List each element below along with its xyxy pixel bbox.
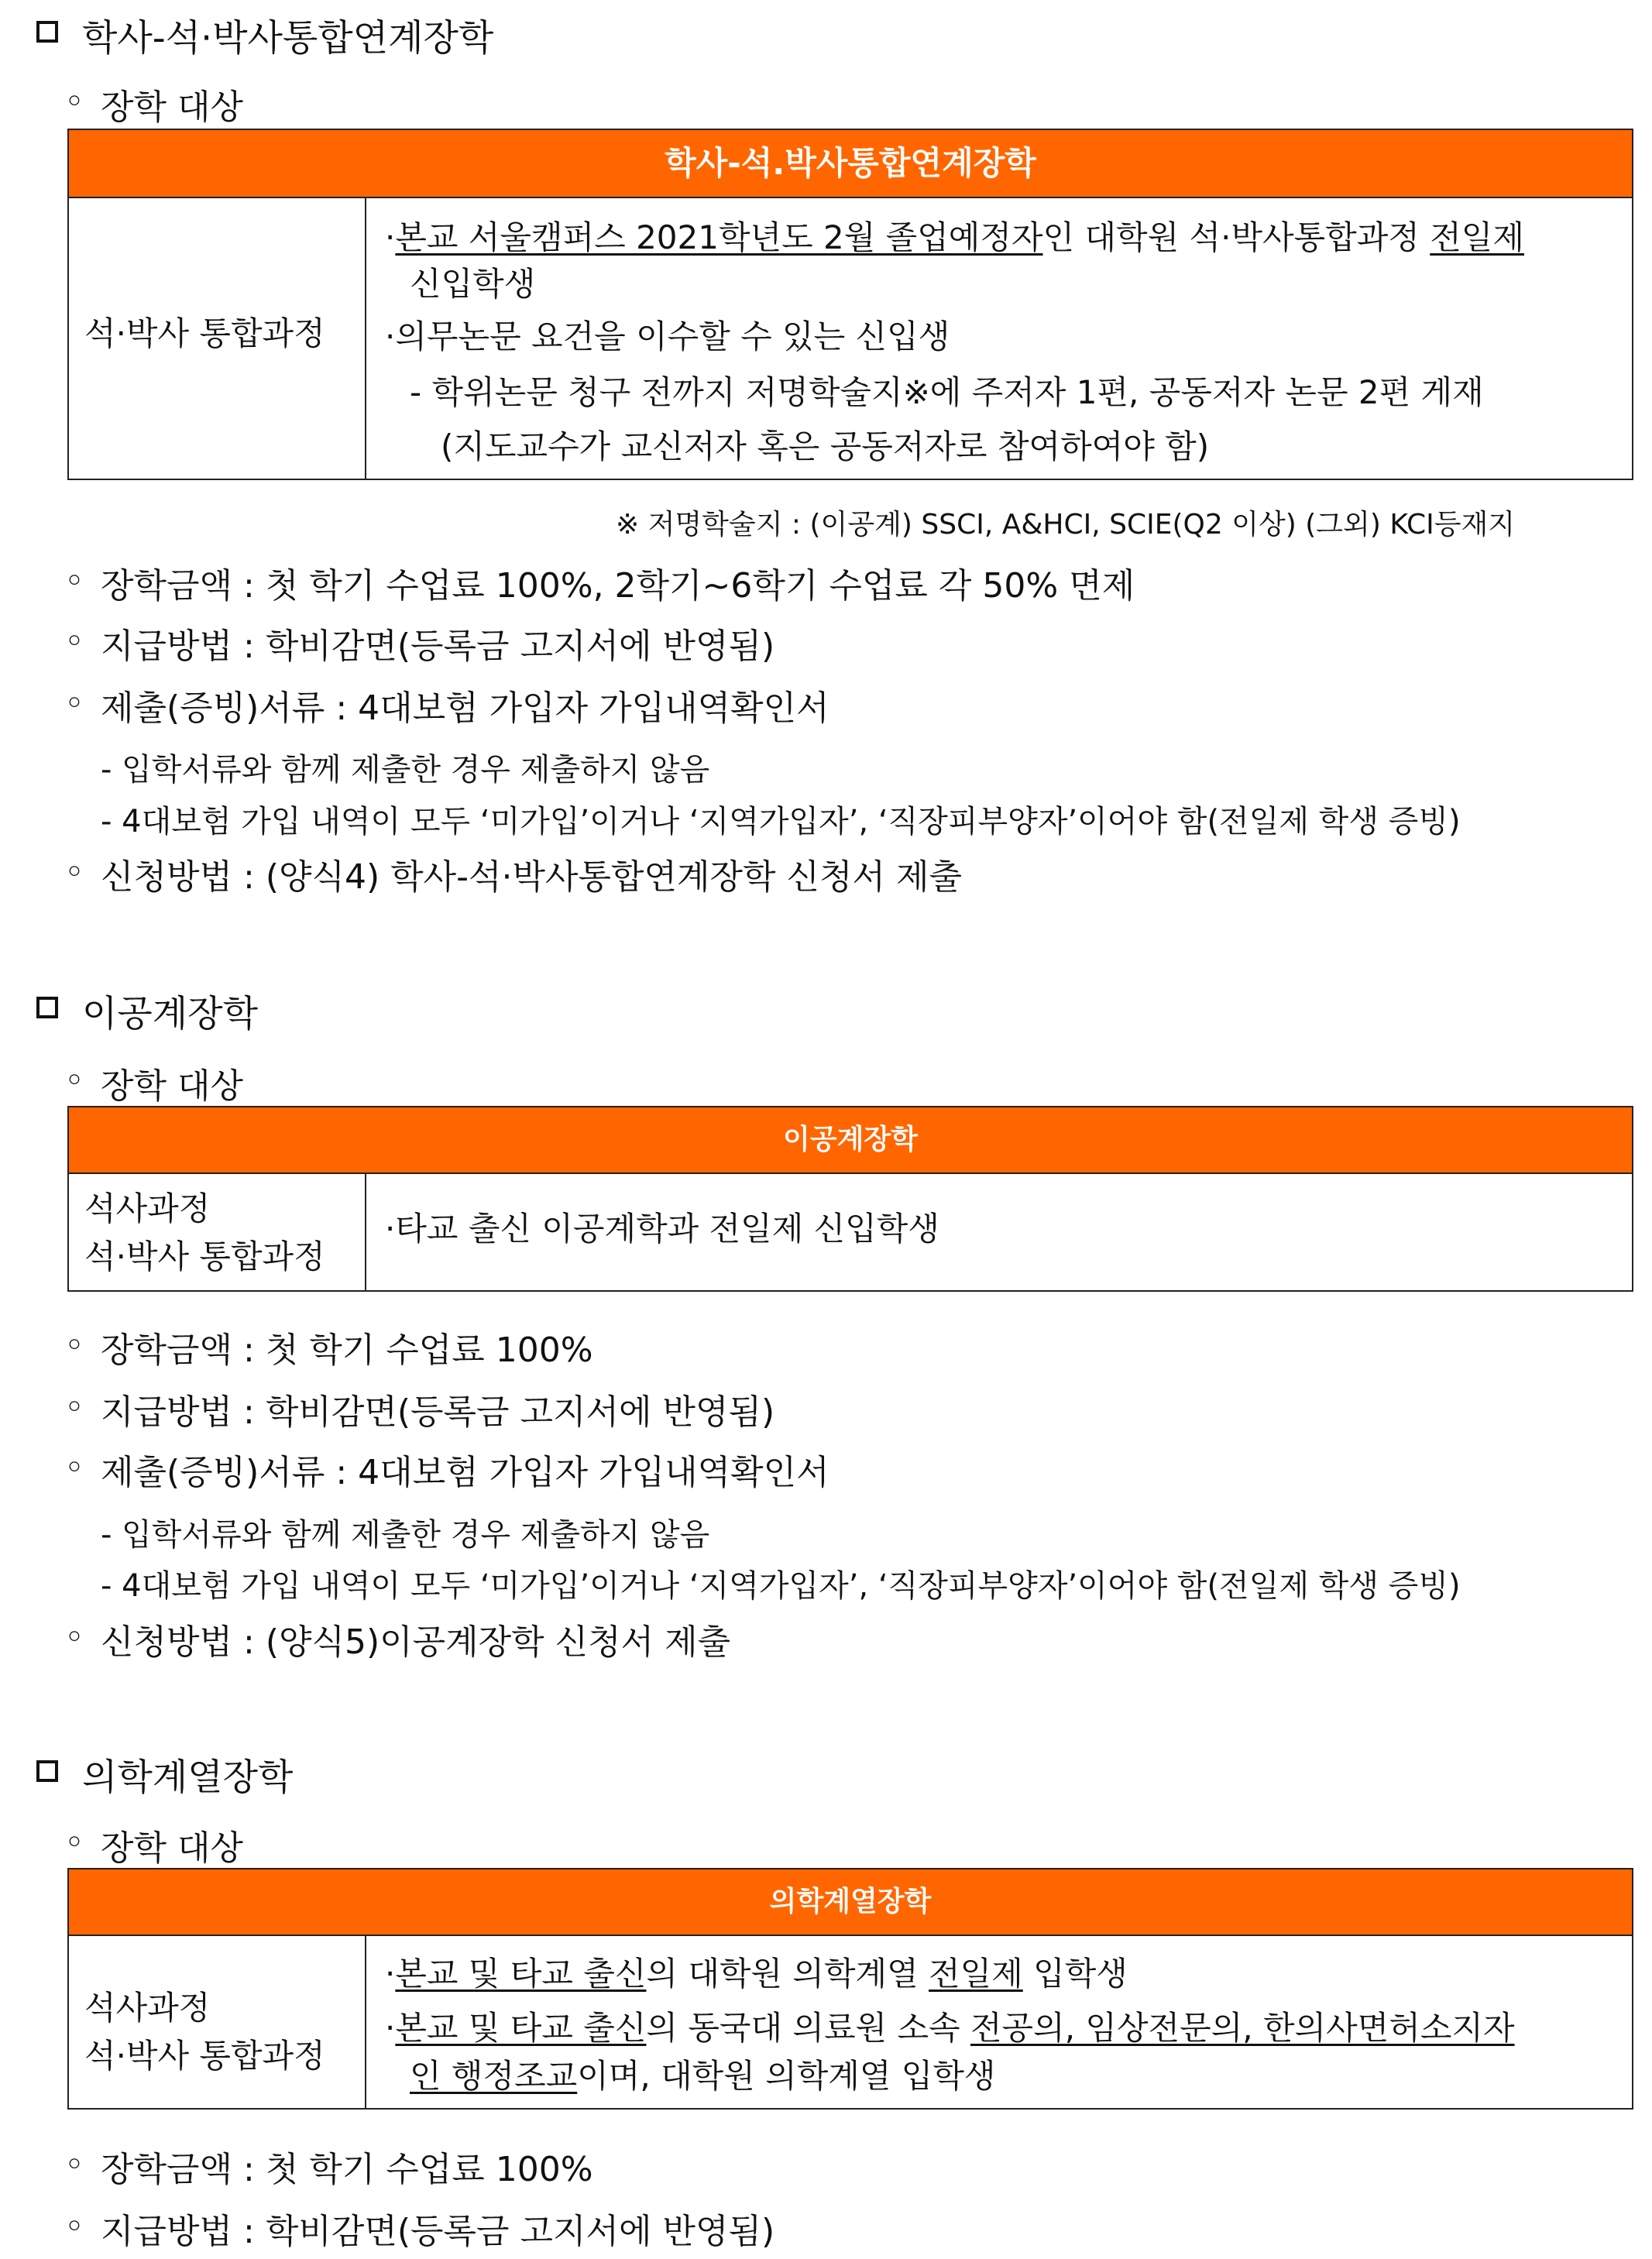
amount-line: 장학금액 : 첫 학기 수업료 100% [101, 1330, 593, 1370]
section-title: 이공계장학 [82, 993, 259, 1035]
bullet-icon: ◦ [64, 1618, 84, 1657]
bullet-icon: ◦ [64, 2207, 84, 2247]
table-header: 학사-석.박사통합연계장학 [69, 130, 1632, 197]
eligibility-item: ·본교 서울캠퍼스 2021학년도 2월 졸업예정자인 대학원 석·박사통합과정 전일제 [385, 218, 1524, 256]
course-label: 석·박사 통합과정 [84, 1238, 325, 1275]
eligibility-subitem: - 학위논문 청구 전까지 저명학술지※에 주저자 1편, 공동저자 논문 2편 게재 [410, 373, 1484, 411]
bullet-icon: ◦ [64, 1823, 84, 1862]
course-label: 석·박사 통합과정 [84, 314, 325, 352]
eligibility-item-cont: 신입학생 [410, 265, 536, 303]
dot-icon: · [385, 318, 396, 355]
journal-note: ※ 저명학술지 : (이공계) SSCI, A&HCI, SCIE(Q2 이상) (그외) KCI등재지 [616, 509, 1516, 541]
eligibility-item-cont: 인 행정조교이며, 대학원 의학계열 입학생 [410, 2057, 996, 2095]
amount-line: 장학금액 : 첫 학기 수업료 100%, 2학기~6학기 수업료 각 50% 면제 [101, 566, 1135, 606]
doc-note: - 4대보험 가입 내역이 모두 ‘미가입’이거나 ‘지역가입자’, ‘직장피부양자’이어야 함(전일제 학생 증빙) [101, 804, 1461, 839]
bullet-icon: ◦ [64, 1448, 84, 1488]
bullet-icon: ◦ [64, 1388, 84, 1427]
checkbox-icon [36, 1760, 58, 1782]
apply-line: 신청방법 : (양식4) 학사-석·박사통합연계장학 신청서 제출 [101, 857, 963, 897]
eligibility-item: ·본교 및 타교 출신의 대학원 의학계열 전일제 입학생 [385, 1955, 1128, 1993]
eligibility-item: ·타교 출신 이공계학과 전일제 신입학생 [385, 1210, 939, 1248]
bullet-icon: ◦ [64, 2145, 84, 2185]
eligibility-subitem-cont: (지도교수가 교신저자 혹은 공동저자로 참여하여야 함) [441, 427, 1210, 465]
course-label: 석사과정 [84, 1190, 211, 1227]
scholarship-table [67, 1868, 1633, 2110]
bullet-icon: ◦ [64, 1326, 84, 1365]
course-label: 석사과정 [84, 1989, 211, 2027]
table-left-cell [69, 1174, 366, 1290]
table-header: 의학계열장학 [69, 1869, 1632, 1935]
target-label: 장학 대상 [101, 1066, 244, 1106]
payment-line: 지급방법 : 학비감면(등록금 고지서에 반영됨) [101, 2212, 775, 2251]
bullet-icon: ◦ [64, 561, 84, 601]
target-label: 장학 대상 [101, 88, 244, 127]
documents-line: 제출(증빙)서류 : 4대보험 가입자 가입내역확인서 [101, 1453, 829, 1492]
eligibility-item: ·본교 및 타교 출신의 동국대 의료원 소속 전공의, 임상전문의, 한의사면허소지자 [385, 2009, 1515, 2047]
target-label: 장학 대상 [101, 1828, 244, 1868]
dot-icon: · [385, 218, 396, 256]
bullet-icon: ◦ [64, 853, 84, 892]
doc-note: - 입학서류와 함께 제출한 경우 제출하지 않음 [101, 752, 710, 788]
dot-icon: · [385, 1955, 396, 1993]
dot-icon: · [385, 1210, 396, 1248]
table-left-cell [69, 1936, 366, 2108]
eligibility-item: ·의무논문 요건을 이수할 수 있는 신입생 [385, 318, 950, 355]
doc-note: - 4대보험 가입 내역이 모두 ‘미가입’이거나 ‘지역가입자’, ‘직장피부양자’이어야 함(전일제 학생 증빙) [101, 1568, 1461, 1604]
documents-line: 제출(증빙)서류 : 4대보험 가입자 가입내역확인서 [101, 688, 829, 728]
checkbox-icon [36, 997, 58, 1018]
table-header: 이공계장학 [69, 1107, 1632, 1172]
dot-icon: · [385, 2009, 396, 2047]
scholarship-table [67, 1106, 1633, 1292]
apply-line: 신청방법 : (양식5)이공계장학 신청서 제출 [101, 1622, 731, 1662]
checkbox-icon [36, 21, 58, 43]
bullet-icon: ◦ [64, 1061, 84, 1100]
payment-line: 지급방법 : 학비감면(등록금 고지서에 반영됨) [101, 1392, 775, 1432]
amount-line: 장학금액 : 첫 학기 수업료 100% [101, 2150, 593, 2189]
doc-note: - 입학서류와 함께 제출한 경우 제출하지 않음 [101, 1517, 710, 1553]
bullet-icon: ◦ [64, 684, 84, 723]
section-title: 학사-석·박사통합연계장학 [82, 17, 494, 60]
bullet-icon: ◦ [64, 82, 84, 122]
section-title: 의학계열장학 [82, 1756, 294, 1799]
course-label: 석·박사 통합과정 [84, 2037, 325, 2075]
table-left-cell [69, 198, 366, 479]
bullet-icon: ◦ [64, 622, 84, 661]
payment-line: 지급방법 : 학비감면(등록금 고지서에 반영됨) [101, 627, 775, 666]
scholarship-table [67, 129, 1633, 480]
